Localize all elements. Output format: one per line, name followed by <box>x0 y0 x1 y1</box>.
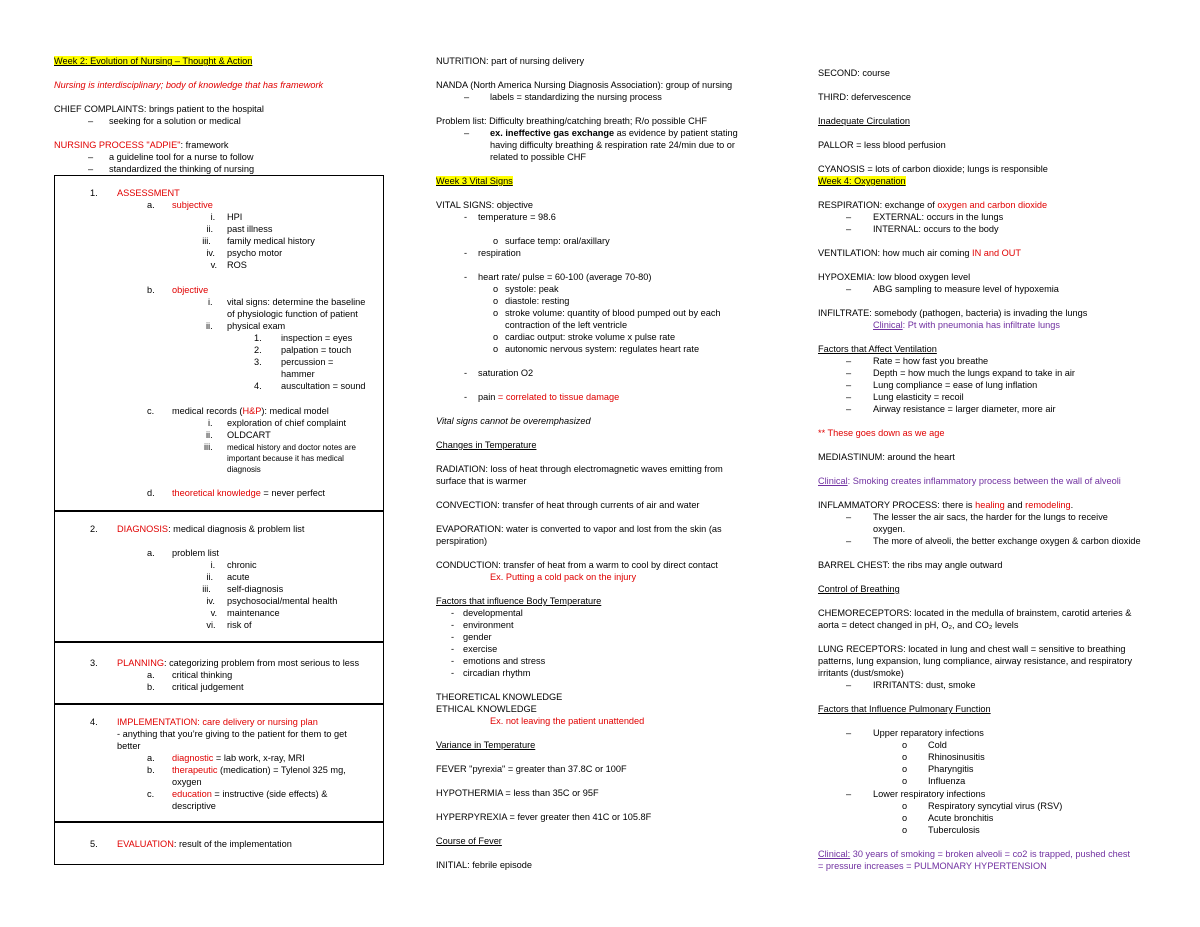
vent-dash: – <box>846 392 852 402</box>
lower-bullet: o <box>902 813 908 823</box>
nursing-process: NURSING PROCESS "ADPIE": framework <box>54 140 229 150</box>
subjective-item: ROS <box>227 260 247 270</box>
hr-bullet: o <box>493 344 499 354</box>
hr-bullet: o <box>493 308 499 318</box>
factor-item: environment <box>463 620 514 630</box>
problem-list: Problem list: Difficulty breathing/catching breath; R/o possible CHF <box>436 116 707 126</box>
medical-records: medical records (H&P): medical model <box>172 406 329 416</box>
hr-item: diastole: resting <box>505 296 570 306</box>
subjective-item: family medical history <box>227 236 315 246</box>
exam-item: palpation = touch <box>281 345 352 355</box>
factor-item: circadian rhythm <box>463 668 531 678</box>
subjective-item-num: ii. <box>206 224 214 234</box>
changes-heading: Changes in Temperature <box>436 440 537 450</box>
vent-item: Depth = how much the lungs expand to take in air <box>873 368 1075 378</box>
diagnosis-item-num: v. <box>210 608 218 618</box>
exam-item-num: 2. <box>254 345 262 355</box>
diagnosis-item-num: iv. <box>206 596 215 606</box>
vent-dash: – <box>846 380 852 390</box>
objective-label: objective <box>172 285 209 295</box>
subjective-label: subjective <box>172 200 213 210</box>
diagnosis-item-num: iii. <box>202 584 211 594</box>
subjective-item-num: v. <box>210 260 218 270</box>
ventilation-factors-heading: Factors that Affect Ventilation <box>818 344 937 354</box>
hr-item: contraction of the left ventricle <box>505 320 628 330</box>
variance-heading: Variance in Temperature <box>436 740 536 750</box>
nanda: NANDA (North America Nursing Diagnosis Association): group of nursing <box>436 80 733 90</box>
subjective-item: psycho motor <box>227 248 283 258</box>
exam-item-num: 1. <box>254 333 262 343</box>
assessment-heading: ASSESSMENT <box>117 188 180 198</box>
factor-item: developmental <box>463 608 523 618</box>
vent-dash: – <box>846 356 852 366</box>
hr-bullet: o <box>493 284 499 294</box>
diagnosis-item: self-diagnosis <box>227 584 284 594</box>
factors-heading: Factors that influence Body Temperature <box>436 596 602 606</box>
factor-item: exercise <box>463 644 498 654</box>
pulmonary-factors-heading: Factors that Influence Pulmonary Function <box>818 704 991 714</box>
factor-item: emotions and stress <box>463 656 546 666</box>
subjective-item: past illness <box>227 224 273 234</box>
planning-heading: PLANNING: categorizing problem from most serious to less <box>117 658 360 668</box>
diagnosis-item: maintenance <box>227 608 280 618</box>
diagnosis-item-num: vi. <box>206 620 216 630</box>
factor-dash: - <box>451 644 455 654</box>
course-heading: Course of Fever <box>436 836 502 846</box>
upper-item: Rhinosinusitis <box>928 752 985 762</box>
week2-subtitle: Nursing is interdisciplinary; body of knowledge that has framework <box>54 80 324 90</box>
vent-item: Lung elasticity = recoil <box>873 392 964 402</box>
vent-item: Rate = how fast you breathe <box>873 356 989 366</box>
hr-bullet: o <box>493 332 499 342</box>
lower-item: Acute bronchitis <box>928 813 994 823</box>
upper-bullet: o <box>902 764 908 774</box>
subjective-item: HPI <box>227 212 243 222</box>
diagnosis-item: acute <box>227 572 250 582</box>
factor-item: gender <box>463 632 492 642</box>
factor-dash: - <box>451 632 455 642</box>
hr-item: cardiac output: stroke volume x pulse rate <box>505 332 676 342</box>
vent-dash: – <box>846 368 852 378</box>
vital-signs: VITAL SIGNS: objective <box>436 200 534 210</box>
factor-dash: - <box>451 656 455 666</box>
control-heading: Control of Breathing <box>818 584 900 594</box>
diagnosis-heading: DIAGNOSIS: medical diagnosis & problem list <box>117 524 305 534</box>
hr-item: autonomic nervous system: regulates heart rate <box>505 344 700 354</box>
theoretical-knowledge: theoretical knowledge = never perfect <box>172 488 325 498</box>
vent-item: Lung compliance = ease of lung inflation <box>873 380 1038 390</box>
week2-title: Week 2: Evolution of Nursing – Thought & Action <box>54 56 253 66</box>
diagnosis-item: psychosocial/mental health <box>227 596 338 606</box>
factor-dash: - <box>451 620 455 630</box>
hr-bullet: o <box>493 296 499 306</box>
subjective-item-num: iii. <box>202 236 211 246</box>
exam-item: percussion = <box>281 357 334 367</box>
implementation-heading: IMPLEMENTATION: care delivery or nursing plan <box>117 717 318 727</box>
process-bullet-2: standardized the thinking of nursing <box>109 164 255 174</box>
diagnosis-item-num: ii. <box>206 572 214 582</box>
diagnosis-item: chronic <box>227 560 257 570</box>
subjective-item-num: i. <box>210 212 216 222</box>
week4-title: Week 4: Oxygenation <box>818 176 906 186</box>
factor-dash: - <box>451 668 455 678</box>
exam-item: inspection = eyes <box>281 333 353 343</box>
exam-item-num: 3. <box>254 357 262 367</box>
upper-item: Influenza <box>928 776 966 786</box>
vent-dash: – <box>846 404 852 414</box>
exam-item: hammer <box>281 369 315 379</box>
lower-bullet: o <box>902 801 908 811</box>
evaluation-heading: EVALUATION: result of the implementation <box>117 839 292 849</box>
upper-item: Pharyngitis <box>928 764 974 774</box>
lower-item: Respiratory syncytial virus (RSV) <box>928 801 1063 811</box>
hr-item: stroke volume: quantity of blood pumped out by each <box>505 308 721 318</box>
exam-item: auscultation = sound <box>281 381 366 391</box>
diagnosis-item: risk of <box>227 620 252 630</box>
subjective-item-num: iv. <box>206 248 215 258</box>
lower-item: Tuberculosis <box>928 825 980 835</box>
chief-complaints: CHIEF COMPLAINTS: brings patient to the hospital <box>54 104 264 114</box>
vital-signs-text: vital signs: determine the baseline <box>227 297 366 307</box>
chief-bullet: seeking for a solution or medical <box>109 116 241 126</box>
exam-item-num: 4. <box>254 381 262 391</box>
lower-bullet: o <box>902 825 908 835</box>
upper-bullet: o <box>902 740 908 750</box>
nutrition: NUTRITION: part of nursing delivery <box>436 56 585 66</box>
process-bullet-1: a guideline tool for a nurse to follow <box>109 152 254 162</box>
upper-bullet: o <box>902 776 908 786</box>
hr-item: systole: peak <box>505 284 559 294</box>
diagnosis-item-num: i. <box>210 560 216 570</box>
inadequate-heading: Inadequate Circulation <box>818 116 910 126</box>
vent-item: Airway resistance = larger diameter, more air <box>873 404 1056 414</box>
upper-bullet: o <box>902 752 908 762</box>
upper-item: Cold <box>928 740 947 750</box>
factor-dash: - <box>451 608 455 618</box>
physical-exam: physical exam <box>227 321 286 331</box>
week3-title: Week 3 Vital Signs <box>436 176 513 186</box>
